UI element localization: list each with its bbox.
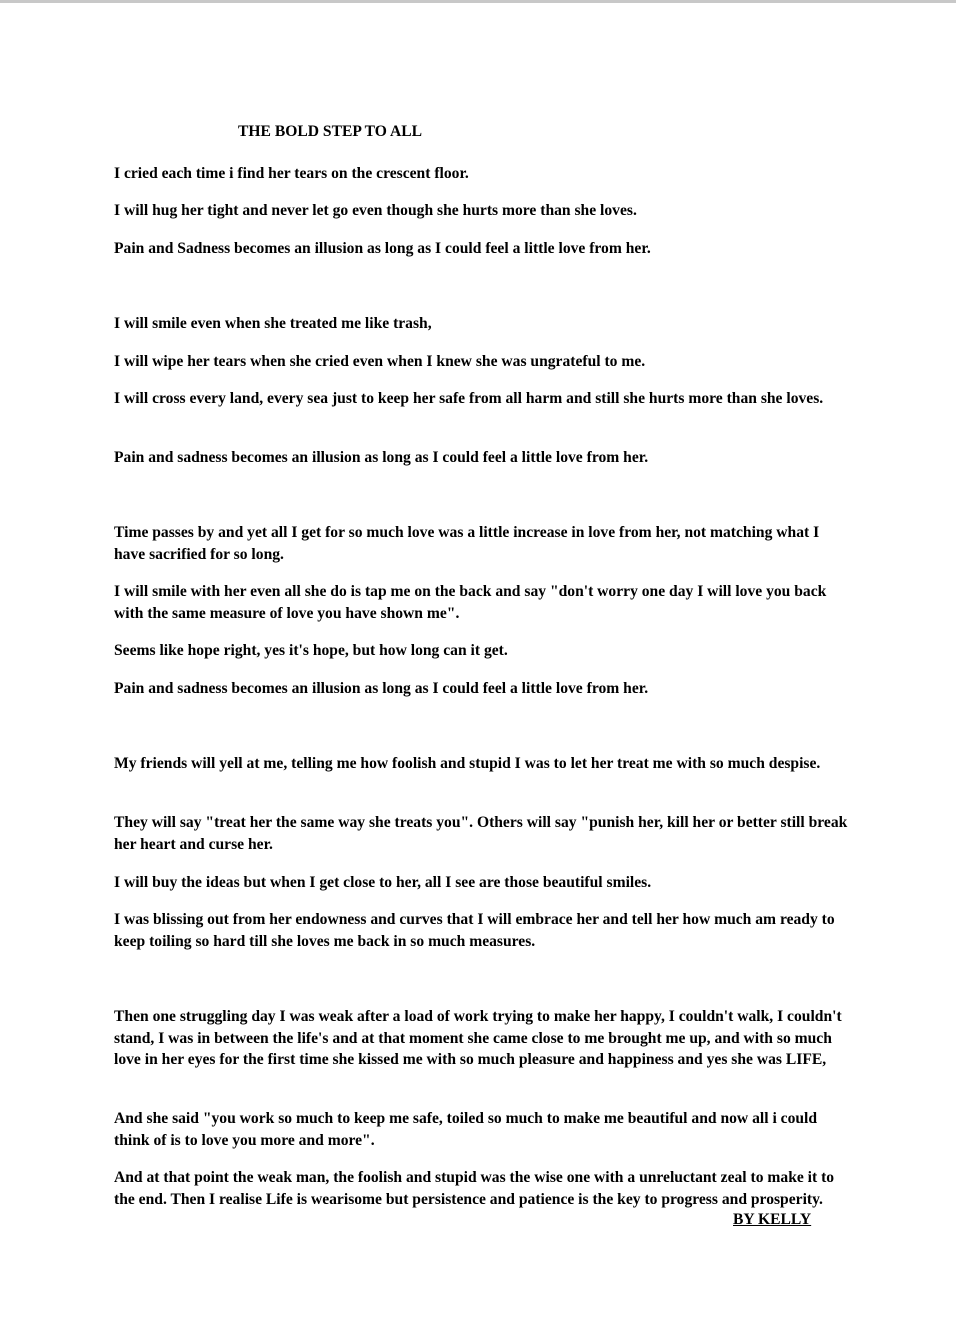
paragraph: I will smile with her even all she do is tap me on the back and say "don't worry one day I will love you back with the same measure of love you have shown me". bbox=[114, 583, 827, 622]
paragraph: Pain and Sadness becomes an illusion as long as I could feel a little love from her. bbox=[114, 240, 651, 257]
paragraph: I will buy the ideas but when I get close to her, all I see are those beautiful smiles. bbox=[114, 874, 652, 891]
paragraph: Pain and sadness becomes an illusion as long as I could feel a little love from her. bbox=[114, 449, 649, 466]
paragraph: I will wipe her tears when she cried even when I knew she was ungrateful to me. bbox=[114, 353, 646, 370]
paragraph: They will say "treat her the same way she treats you". Others will say "punish her, kill her or better still break her heart and curse her. bbox=[114, 814, 848, 853]
paragraph: I will hug her tight and never let go even though she hurts more than she loves. bbox=[114, 202, 637, 219]
paragraph: I was blissing out from her endowness and curves that I will embrace her and tell her how much am ready to keep toiling so hard till she loves me back in so much measures. bbox=[114, 911, 835, 950]
paragraph: My friends will yell at me, telling me how foolish and stupid I was to let her treat me with so much despise. bbox=[114, 755, 821, 772]
paragraph: Seems like hope right, yes it's hope, but how long can it get. bbox=[114, 642, 508, 659]
poem-title: THE BOLD STEP TO ALL bbox=[238, 123, 423, 140]
paragraph: Pain and sadness becomes an illusion as long as I could feel a little love from her. bbox=[114, 680, 649, 697]
paragraph: I cried each time i find her tears on the crescent floor. bbox=[114, 165, 469, 182]
author-signature: BY KELLY bbox=[733, 1211, 812, 1228]
paragraph: Time passes by and yet all I get for so much love was a little increase in love from her, not matching what I have sacrified for so long. bbox=[114, 524, 820, 563]
paragraph: And at that point the weak man, the foolish and stupid was the wise one with a unreluctant zeal to make it to the end. Then I realise Life is wearisome but persistence and patience is the key to progress and prosperity. bbox=[114, 1169, 835, 1208]
paragraph: And she said "you work so much to keep me safe, toiled so much to make me beautiful and now all i could think of is to love you more and more". bbox=[114, 1110, 818, 1149]
paragraph: I will smile even when she treated me like trash, bbox=[114, 315, 432, 332]
paragraph: Then one struggling day I was weak after a load of work trying to make her happy, I couldn't walk, I couldn't stand, I was in between the life's and at that moment she came close to me brought me up, and with so much love in her eyes for the first time she kissed me with so much pleasure and happiness and yes she was LIFE, bbox=[114, 1008, 842, 1068]
paragraph: I will cross every land, every sea just to keep her safe from all harm and still she hurts more than she loves. bbox=[114, 390, 824, 407]
